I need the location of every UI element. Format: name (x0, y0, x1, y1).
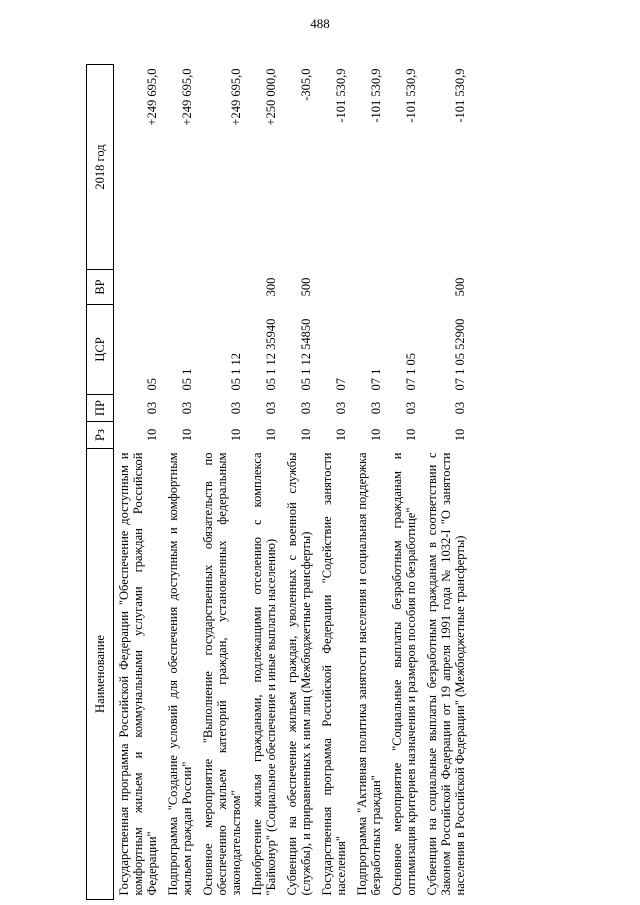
row-rz: 10 (229, 428, 243, 442)
row-amount: -101 530,9 (334, 68, 348, 123)
row-name: Основное мероприятие "Выполнение государственных обязательств по обеспечению жильем категорий граждан, установленных федеральным законодательством" (201, 452, 243, 896)
row-rz: 10 (299, 428, 313, 442)
row-csr: 07 1 05 52900 (453, 318, 467, 391)
row-name: Государственная программа Российской Федерации "Обеспечение доступным и комфортным жильем и коммунальными услугами граждан Российской Федерации" (117, 452, 159, 896)
row-csr: 05 (145, 378, 159, 391)
row-vr: 500 (453, 277, 467, 297)
table-row (114, 65, 164, 900)
row-vr (163, 270, 198, 305)
table-row (422, 65, 471, 900)
table-row (317, 65, 352, 900)
row-vr (317, 270, 352, 305)
table-row (163, 65, 198, 900)
table-row (352, 65, 387, 900)
rotated-table-container (86, 65, 596, 900)
row-pr: 03 (180, 401, 194, 415)
row-pr: 03 (299, 401, 313, 415)
row-rz: 10 (264, 428, 278, 442)
row-rz: 10 (145, 428, 159, 442)
row-vr: 300 (264, 277, 278, 297)
row-name: Подпрограмма "Активная политика занятости населения и социальная поддержка безработных граждан" (355, 452, 383, 896)
row-csr: 05 1 12 35940 (264, 318, 278, 391)
row-amount: -101 530,9 (404, 68, 418, 123)
row-pr: 03 (145, 401, 159, 415)
page-number: 488 (310, 16, 330, 31)
row-name: Государственная программа Российской Федерации "Содействие занятости населения" (320, 452, 348, 896)
row-rz: 10 (453, 428, 467, 442)
row-amount: +249 695,0 (229, 68, 243, 126)
row-amount: -101 530,9 (369, 68, 383, 123)
row-pr: 03 (334, 401, 348, 415)
row-pr: 03 (229, 401, 243, 415)
row-rz: 10 (180, 428, 194, 442)
row-vr (114, 270, 164, 305)
budget-table (86, 64, 471, 900)
row-vr (352, 270, 387, 305)
row-vr: 500 (299, 277, 313, 297)
row-amount: +249 695,0 (180, 68, 194, 126)
row-csr: 07 1 (369, 368, 383, 391)
row-rz: 10 (334, 428, 348, 442)
header-rz: Рз (87, 422, 114, 449)
row-amount: -101 530,9 (453, 68, 467, 123)
header-year: 2018 год (87, 65, 114, 270)
header-csr: ЦСР (87, 305, 114, 395)
row-pr: 03 (369, 401, 383, 415)
row-name: Подпрограмма "Создание условий для обеспечения доступным и комфортным жильем граждан России" (166, 452, 194, 896)
row-vr (387, 270, 422, 305)
row-csr: 07 1 05 (404, 353, 418, 391)
row-pr: 03 (264, 401, 278, 415)
row-csr: 05 1 12 54850 (299, 318, 313, 391)
table-row (198, 65, 247, 900)
row-vr (198, 270, 247, 305)
row-amount: +250 000,0 (264, 68, 278, 126)
row-name: Субвенции на социальные выплаты безработным гражданам в соответствии с Законом Российской Федерации от 19 апреля 1991 года № 1032-I "О занятости населения в Российской Федерации" (Межбюджетные трансферты) (425, 452, 467, 896)
row-rz: 10 (369, 428, 383, 442)
row-name: Основное мероприятие "Социальные выплаты безработным гражданам и оптимизация критериев назначения и размеров пособия по безработице" (390, 452, 418, 896)
row-pr: 03 (453, 401, 467, 415)
table-row (282, 65, 317, 900)
row-rz: 10 (404, 428, 418, 442)
row-name: Субвенции на обеспечение жильем граждан, уволенных с военной службы (службы), и приравненных к ним лиц (Межбюджетные трансферты) (285, 452, 313, 896)
row-amount: +249 695,0 (145, 68, 159, 126)
row-pr: 03 (404, 401, 418, 415)
table-row (387, 65, 422, 900)
table-header-row (87, 65, 114, 900)
row-csr: 05 1 12 (229, 353, 243, 391)
header-name: Наименование (87, 449, 114, 900)
row-csr: 07 (334, 378, 348, 391)
table-row (247, 65, 282, 900)
row-amount: -305,0 (299, 68, 313, 101)
header-vr: ВР (87, 270, 114, 305)
row-csr: 05 1 (180, 368, 194, 391)
row-name: Приобретение жилья гражданами, подлежащими отселению с комплекса "Байконур" (Социальное обеспечение и иные выплаты населению) (250, 452, 278, 896)
header-pr: ПР (87, 395, 114, 422)
